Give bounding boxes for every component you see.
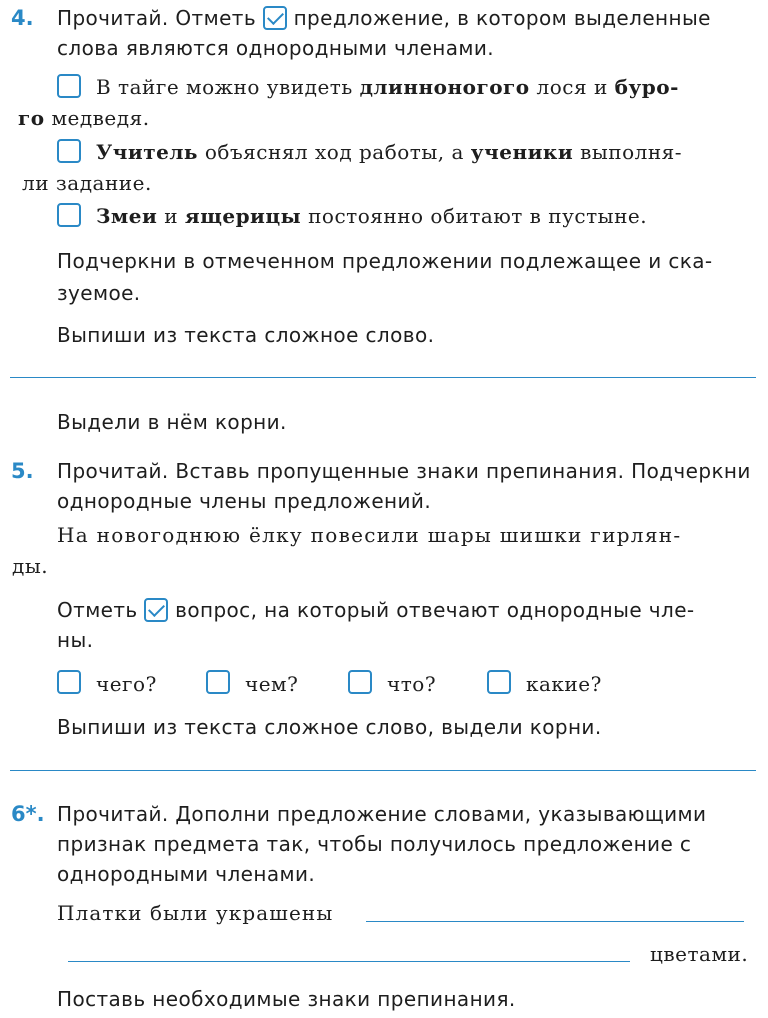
s3-text-d: постоянно обитают в пустыне.: [308, 204, 648, 228]
s2-text-d: выполня-: [580, 140, 683, 164]
example-checkmark-icon: [144, 598, 168, 622]
task-5-option-4-checkbox[interactable]: [487, 670, 511, 694]
task-6-blank-1[interactable]: [366, 921, 744, 922]
s3-bold-c: ящерицы: [184, 204, 302, 228]
task-4-underline-instruction-a: Подчеркни в отмеченном предложении подлежащее и ска-: [57, 249, 713, 273]
task-6-instruction-b: признак предмета так, чтобы получилось предложение с: [57, 832, 692, 856]
task-6-instruction-c: однородными членами.: [57, 862, 316, 886]
task-4-sentence-3: [96, 204, 647, 228]
task-5-mark-a: Отметь: [57, 598, 138, 622]
s1-bold-d: буро-: [614, 75, 679, 99]
task-4-sentence-1-line2: [18, 106, 150, 130]
task-4-option-2-checkbox[interactable]: [57, 139, 81, 163]
task-5-option-1-label: чего?: [96, 672, 157, 696]
task-6-punctuation-instruction: Поставь необходимые знаки препинания.: [57, 987, 516, 1011]
task-5-answer-line[interactable]: [10, 770, 756, 771]
task-4-option-1-checkbox[interactable]: [57, 74, 81, 98]
task-5-option-4-label: какие?: [526, 672, 602, 696]
task-5-option-2-label: чем?: [245, 672, 299, 696]
s1-bold-e: го: [18, 106, 45, 130]
task-5-instruction-a: Прочитай. Вставь пропущенные знаки препинания. Подчеркни: [57, 459, 751, 483]
task-5-mark-c: ны.: [57, 628, 94, 652]
task-5-write-instruction: Выпиши из текста сложное слово, выдели корни.: [57, 715, 602, 739]
s1-text-f: медведя.: [51, 106, 150, 130]
task-6-sentence-a: Платки были украшены: [57, 901, 334, 925]
s1-bold-b: длинноногого: [359, 75, 530, 99]
task-5-number: 5.: [11, 459, 34, 483]
task-5-option-2-checkbox[interactable]: [206, 670, 230, 694]
task-4-sentence-1-line1: [96, 75, 679, 99]
task-6-instruction-a: Прочитай. Дополни предложение словами, указывающими: [57, 802, 707, 826]
task-4-answer-line[interactable]: [10, 377, 756, 378]
s3-bold-a: Змеи: [96, 204, 158, 228]
task-6-sentence-b: цветами.: [650, 942, 749, 966]
task-6-blank-2[interactable]: [68, 961, 630, 962]
s1-text-c: лося и: [536, 75, 608, 99]
task-4-write-compound: Выпиши из текста сложное слово.: [57, 323, 435, 347]
task-5-mark-b: вопрос, на который отвечают однородные чле-: [175, 598, 695, 622]
task-4-instruction-c: слова являются однородными членами.: [57, 36, 495, 60]
task-5-option-3-label: что?: [387, 672, 437, 696]
task-5-sentence-b: ды.: [12, 554, 49, 578]
task-4-instruction-line1: [57, 6, 711, 30]
s3-text-b: и: [164, 204, 179, 228]
task-5-instruction-b: однородные члены предложений.: [57, 489, 432, 513]
task-6-number: 6*.: [11, 802, 45, 826]
task-5-sentence-a: На новогоднюю ёлку повесили шары шишки гирлян-: [57, 523, 682, 547]
example-checkmark-icon: [263, 6, 287, 30]
task-4-option-3-checkbox[interactable]: [57, 203, 81, 227]
task-5-option-3-checkbox[interactable]: [348, 670, 372, 694]
task-4-number: 4.: [11, 6, 34, 30]
task-4-instruction-a: Прочитай. Отметь: [57, 6, 257, 30]
task-4-sentence-2-line2: ли задание.: [22, 171, 152, 195]
s2-bold-c: ученики: [470, 140, 574, 164]
task-5-option-1-checkbox[interactable]: [57, 670, 81, 694]
task-5-mark-line: [57, 598, 695, 622]
task-4-sentence-2-line1: [96, 140, 682, 164]
s2-text-b: объяснял ход работы, а: [204, 140, 464, 164]
task-4-underline-instruction-b: зуемое.: [57, 281, 141, 305]
s2-bold-a: Учитель: [96, 140, 198, 164]
s1-text-a: В тайге можно увидеть: [96, 75, 353, 99]
task-4-roots-instruction: Выдели в нём корни.: [57, 410, 287, 434]
task-4-instruction-b: предложение, в котором выделенные: [293, 6, 711, 30]
